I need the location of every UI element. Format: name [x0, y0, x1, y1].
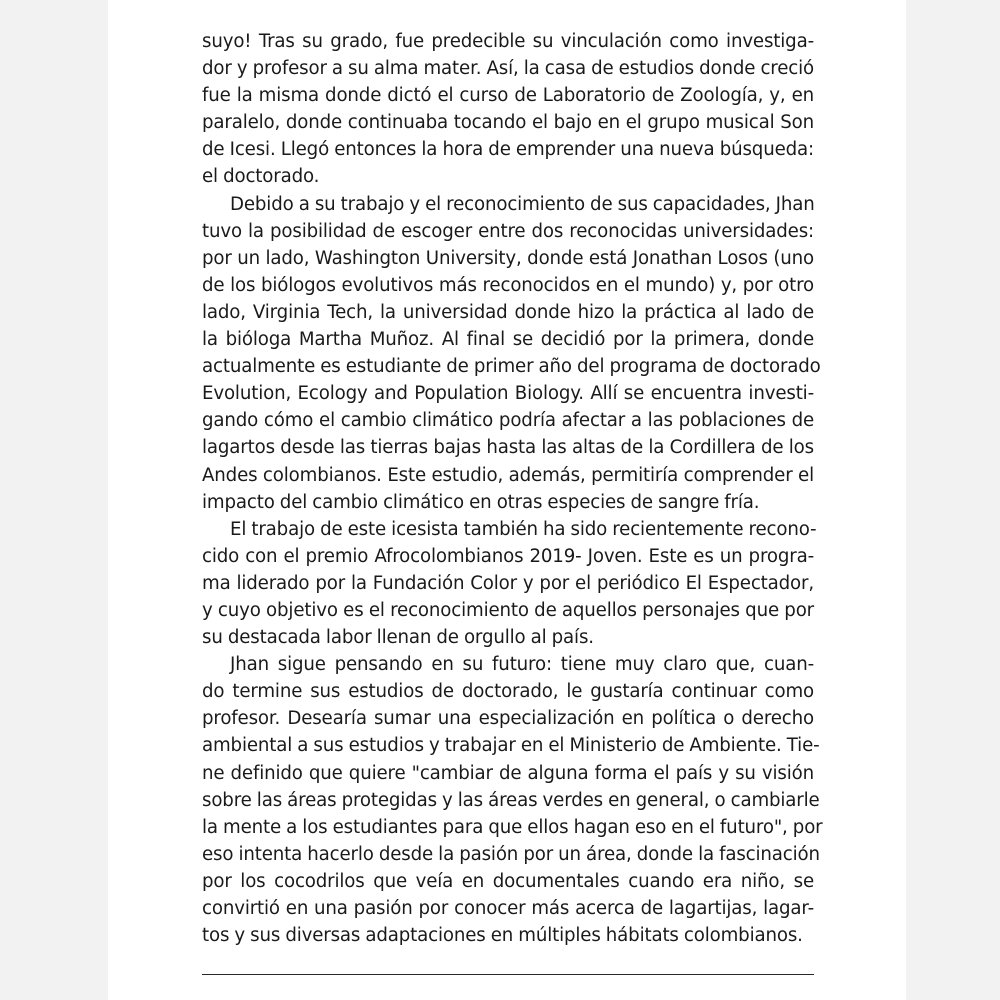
text-line: ma liderado por la Fundación Color y por el periódico El Espectador,: [202, 572, 814, 594]
text-line: Evolution, Ecology and Population Biology. Allí se encuentra investi-: [202, 383, 814, 405]
paragraph: [202, 516, 817, 651]
text-line: lado, Virginia Tech, la universidad donde hizo la práctica al lado de: [202, 301, 814, 323]
text-line: de Icesi. Llegó entonces la hora de emprender una nueva búsqueda:: [202, 139, 814, 161]
text-line: y cuyo objetivo es el reconocimiento de aquellos personajes que por: [202, 599, 814, 621]
text-line: Debido a su trabajo y el reconocimiento de sus capacidades, Jhan: [230, 193, 815, 215]
text-line: actualmente es estudiante de primer año del programa de doctorado: [202, 356, 821, 378]
body-text: [202, 28, 823, 949]
text-line: tos y sus diversas adaptaciones en múltiples hábitats colombianos.: [202, 925, 803, 947]
footnote-divider: [202, 974, 814, 975]
text-line: impacto del cambio climático en otras especies de sangre fría.: [202, 491, 760, 513]
text-line: por los cocodrilos que veía en documentales cuando era niño, se: [202, 870, 814, 892]
text-line: El trabajo de este icesista también ha sido recientemente recono-: [230, 518, 817, 540]
text-line: de los biólogos evolutivos más reconocidos en el mundo) y, por otro: [202, 274, 814, 296]
text-line: ambiental a sus estudios y trabajar en el Ministerio de Ambiente. Tie-: [202, 735, 820, 757]
text-line: gando cómo el cambio climático podría afectar a las poblaciones de: [202, 410, 814, 432]
text-line: Andes colombianos. Este estudio, además, permitiría comprender el: [202, 464, 814, 486]
text-line: convirtió en una pasión por conocer más acerca de lagartijas, lagar-: [202, 898, 814, 919]
paragraph: [202, 191, 821, 516]
text-line: sobre las áreas protegidas y las áreas verdes en general, o cambiarle: [202, 789, 820, 811]
text-line: la mente a los estudiantes para que ellos hagan eso en el futuro", por: [202, 816, 823, 838]
text-line: por un lado, Washington University, donde está Jonathan Losos (uno: [202, 247, 814, 269]
text-line: lagartos desde las tierras bajas hasta las altas de la Cordillera de los: [202, 437, 814, 459]
text-line: do termine sus estudios de doctorado, le gustaría continuar como: [202, 681, 814, 703]
text-line: fue la misma donde dictó el curso de Laboratorio de Zoología, y, en: [202, 85, 814, 107]
text-line: su destacada labor llenan de orgullo al país.: [202, 627, 594, 649]
text-line: ne definido que quiere "cambiar de alguna forma el país y su visión: [202, 762, 814, 784]
text-line: cido con el premio Afrocolombianos 2019- Joven. Este es un progra-: [202, 545, 814, 567]
text-line: eso intenta hacerlo desde la pasión por un área, donde la fascinación: [202, 843, 820, 865]
text-line: dor y profesor a su alma mater. Así, la casa de estudios donde creció: [202, 58, 814, 80]
document-page: [108, 0, 906, 1000]
paragraph: [202, 651, 823, 949]
text-line: suyo! Tras su grado, fue predecible su vinculación como investiga-: [202, 31, 814, 52]
text-line: paralelo, donde continuaba tocando el bajo en el grupo musical Son: [202, 112, 814, 134]
text-line: Jhan sigue pensando en su futuro: tiene muy claro que, cuan-: [230, 654, 814, 676]
text-line: profesor. Desearía sumar una especialización en política o derecho: [202, 708, 814, 730]
text-line: tuvo la posibilidad de escoger entre dos reconocidas universidades:: [202, 220, 814, 242]
text-line: el doctorado.: [202, 166, 320, 188]
paragraph: [202, 28, 814, 191]
text-line: la bióloga Martha Muñoz. Al final se decidió por la primera, donde: [202, 329, 814, 351]
